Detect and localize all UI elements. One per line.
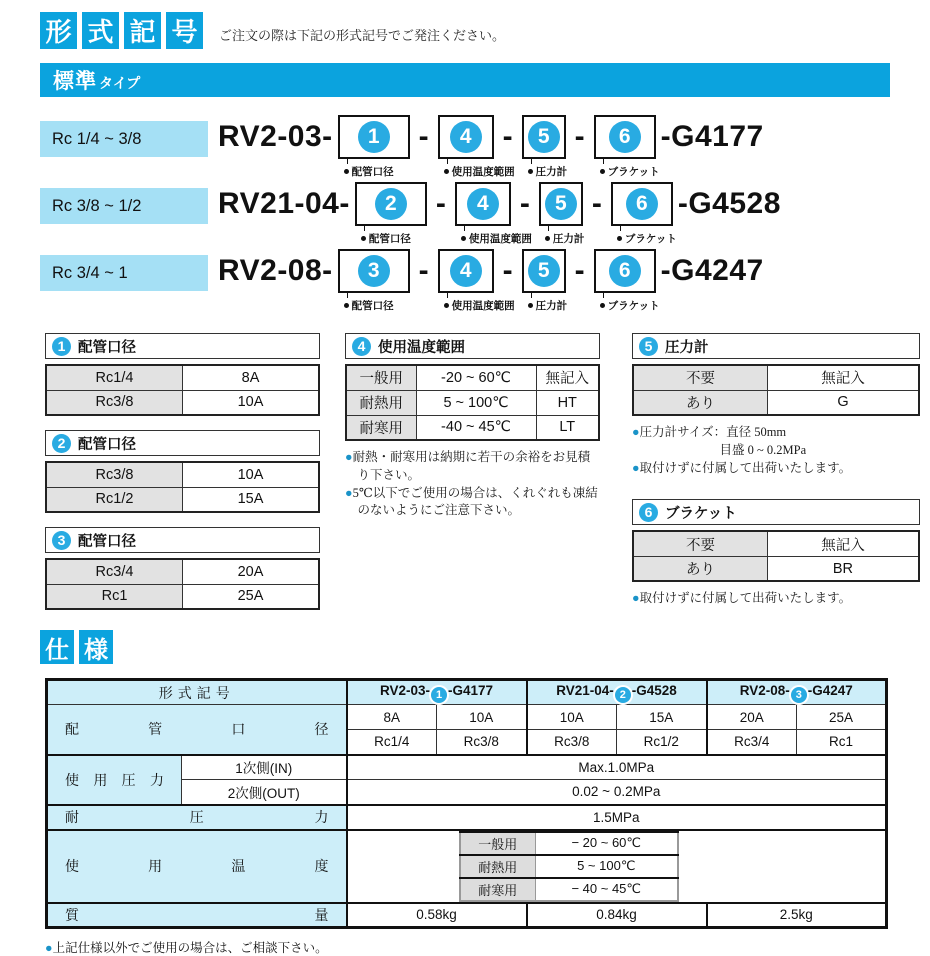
table-row xyxy=(633,390,919,415)
spec-cell: Rc1/4 xyxy=(347,730,437,755)
connector-dot-icon xyxy=(444,303,449,308)
spec-cell: Rc3/4 xyxy=(707,730,797,755)
box-label xyxy=(461,231,532,246)
code-prefix: RV2-03- xyxy=(218,120,333,153)
code-dash: - xyxy=(591,187,602,220)
table-cell: 25A xyxy=(183,584,320,609)
spec-model-2 xyxy=(527,680,707,705)
spec-mass-value: 0.58kg xyxy=(347,903,527,928)
pipe-range-label: Rc 3/4 ~ 1 xyxy=(40,255,208,291)
circled-number-icon: 6 xyxy=(639,503,658,522)
table-cell: 耐熱用 xyxy=(346,390,416,415)
connector-dot-icon xyxy=(361,236,366,241)
option-table-6-header xyxy=(632,499,920,525)
code-suffix: -G4177 xyxy=(660,120,764,153)
banner-main-text: 標準 xyxy=(53,70,97,93)
option-table-1 xyxy=(45,333,320,416)
option-table-6-body xyxy=(632,530,920,582)
box-label-text: 圧力計 xyxy=(552,233,585,245)
table-cell: G xyxy=(767,390,919,415)
option-table-4-notes xyxy=(345,449,600,520)
model-row-1 xyxy=(40,113,930,177)
box-label-text: 配管口径 xyxy=(351,166,394,178)
numbered-box xyxy=(338,249,410,293)
box-label xyxy=(545,231,585,246)
option-table-4-body xyxy=(345,364,600,441)
circled-number-icon: 5 xyxy=(528,255,560,287)
option-table-title: 圧力計 xyxy=(665,339,709,356)
circled-number-icon: 5 xyxy=(545,188,577,220)
option-table-1-header xyxy=(45,333,320,359)
spec-pipe-size-row xyxy=(47,705,887,730)
option-column-3 xyxy=(632,333,920,610)
box-label-text: 使用温度範囲 xyxy=(468,233,532,245)
code-suffix: -G4247 xyxy=(660,254,764,287)
spec-cell: 10A xyxy=(527,705,617,730)
model-row-2 xyxy=(40,180,930,244)
table-row xyxy=(633,531,919,556)
box-label-text: 使用温度範囲 xyxy=(451,166,515,178)
spec-model-1 xyxy=(347,680,527,705)
title-tile: 記 xyxy=(124,12,161,49)
connector-dot-icon xyxy=(600,303,605,308)
table-cell: − 20 ~ 60℃ xyxy=(536,832,678,855)
code-dash: - xyxy=(418,254,429,287)
option-table-2-body xyxy=(45,461,320,513)
table-row xyxy=(633,556,919,581)
option-box-bracket xyxy=(594,249,660,312)
table-cell: 8A xyxy=(183,365,320,390)
option-table-6-notes xyxy=(632,590,920,608)
spec-cell: Rc1/2 xyxy=(617,730,707,755)
model-code-text: -G4247 xyxy=(807,682,853,698)
title-tile: 式 xyxy=(82,12,119,49)
option-table-1-body xyxy=(45,364,320,416)
table-cell: LT xyxy=(536,415,599,440)
table-cell: Rc3/8 xyxy=(46,390,183,415)
spec-cell: 20A xyxy=(707,705,797,730)
model-code xyxy=(218,247,764,312)
connector-dot-icon xyxy=(545,236,550,241)
box-label xyxy=(528,164,568,179)
spec-cell: Rc3/8 xyxy=(437,730,527,755)
connector-dot-icon xyxy=(528,169,533,174)
table-cell: 10A xyxy=(183,462,320,487)
spec-pressure-out-value: 0.02 ~ 0.2MPa xyxy=(347,780,887,805)
code-dash: - xyxy=(435,187,446,220)
circled-number-icon: 3 xyxy=(791,687,807,703)
code-dash: - xyxy=(502,120,513,153)
circled-number-icon: 2 xyxy=(615,687,631,703)
code-suffix: -G4528 xyxy=(677,187,781,220)
spec-mass-label-text: 質量 xyxy=(65,906,329,923)
table-row xyxy=(460,878,678,901)
circled-number-icon: 4 xyxy=(450,121,482,153)
table-cell: 20A xyxy=(183,559,320,584)
circled-number-icon: 6 xyxy=(609,121,641,153)
spec-proof-value: 1.5MPa xyxy=(347,805,887,830)
circled-number-icon: 6 xyxy=(609,255,641,287)
circled-number-icon: 3 xyxy=(358,255,390,287)
spec-table xyxy=(45,678,888,929)
connector-dot-icon xyxy=(444,169,449,174)
numbered-box xyxy=(438,249,494,293)
note-line-continuation: 目盛 0 ~ 0.2MPa xyxy=(719,442,807,457)
order-instruction-text: ご注文の際は下記の形式記号でご発注ください。 xyxy=(219,28,506,43)
option-column-2 xyxy=(345,333,600,610)
option-box-pipe xyxy=(338,115,410,178)
table-row xyxy=(46,559,319,584)
spec-section-title xyxy=(40,630,930,664)
model-code-section xyxy=(40,113,930,311)
table-cell: Rc3/8 xyxy=(46,462,183,487)
note-line: ●耐熱・耐寒用は納期に若干の余裕をお見積り下さい。 xyxy=(345,450,591,482)
numbered-box xyxy=(355,182,427,226)
box-label xyxy=(600,164,660,179)
option-table-5 xyxy=(632,333,920,416)
section-header xyxy=(0,0,930,49)
table-cell: − 40 ~ 45℃ xyxy=(536,878,678,901)
table-row xyxy=(460,832,678,855)
table-row xyxy=(46,390,319,415)
spec-pressure-out-label: 2次側(OUT) xyxy=(182,780,347,805)
table-cell: Rc3/4 xyxy=(46,559,183,584)
spec-mass-row xyxy=(47,903,887,928)
spec-cell: 8A xyxy=(347,705,437,730)
box-label-text: 圧力計 xyxy=(535,166,568,178)
table-cell: 無記入 xyxy=(536,365,599,390)
connector-dot-icon xyxy=(344,303,349,308)
numbered-box xyxy=(611,182,673,226)
table-cell: 15A xyxy=(183,487,320,512)
spec-pipe-label-text: 配管口径 xyxy=(65,721,329,738)
numbered-box xyxy=(438,115,494,159)
option-table-title: ブラケット xyxy=(665,505,737,522)
option-box-pipe xyxy=(338,249,410,312)
table-cell: 5 ~ 100℃ xyxy=(536,855,678,878)
table-cell: -20 ~ 60℃ xyxy=(416,365,536,390)
circled-number-icon: 5 xyxy=(528,121,560,153)
spec-cell: Rc3/8 xyxy=(527,730,617,755)
spec-proof-pressure-row xyxy=(47,805,887,830)
model-row-3 xyxy=(40,247,930,311)
connector-dot-icon xyxy=(344,169,349,174)
spec-pressure-in-row xyxy=(47,755,887,780)
note-line: ●取付けずに付属して出荷いたします。 xyxy=(632,460,852,475)
code-dash: - xyxy=(574,254,585,287)
spec-footnote: ●上記仕様以外でご使用の場合は、ご相談下さい。 xyxy=(45,941,328,955)
numbered-box xyxy=(338,115,410,159)
spec-pressure-label-text: 使用圧力 xyxy=(65,771,164,788)
model-code-text: RV2-03- xyxy=(379,682,430,698)
standard-type-banner xyxy=(40,63,890,97)
numbered-box xyxy=(455,182,511,226)
table-row xyxy=(633,365,919,390)
option-box-gauge xyxy=(522,115,568,178)
numbered-box xyxy=(594,249,656,293)
circled-number-icon: 3 xyxy=(52,531,71,550)
table-row xyxy=(46,584,319,609)
table-cell: 不要 xyxy=(633,531,767,556)
model-code-text: -G4177 xyxy=(448,682,494,698)
circled-number-icon: 2 xyxy=(375,188,407,220)
spec-header-label xyxy=(47,680,347,705)
table-cell: 耐熱用 xyxy=(460,855,536,878)
option-table-title: 配管口径 xyxy=(78,339,136,356)
pipe-range-label: Rc 1/4 ~ 3/8 xyxy=(40,121,208,157)
connector-dot-icon xyxy=(461,236,466,241)
title-tile: 号 xyxy=(166,12,203,49)
code-dash: - xyxy=(502,254,513,287)
option-table-5-body xyxy=(632,364,920,416)
table-cell: 10A xyxy=(183,390,320,415)
circled-number-icon: 6 xyxy=(626,188,658,220)
temperature-mini-table xyxy=(459,831,679,902)
pipe-range-label: Rc 3/8 ~ 1/2 xyxy=(40,188,208,224)
box-label xyxy=(600,298,660,313)
table-cell: 一般用 xyxy=(460,832,536,855)
model-notation-title xyxy=(40,12,203,49)
model-code xyxy=(218,180,781,245)
box-label xyxy=(344,298,394,313)
circled-number-icon: 1 xyxy=(358,121,390,153)
box-label-text: 配管口径 xyxy=(368,233,411,245)
option-box-temp xyxy=(455,182,532,245)
box-label-text: ブラケット xyxy=(607,300,660,312)
spec-proof-label-text: 耐圧力 xyxy=(65,809,329,825)
table-cell: -40 ~ 45℃ xyxy=(416,415,536,440)
model-code-text: RV21-04- xyxy=(556,682,614,698)
option-table-4 xyxy=(345,333,600,441)
spec-model-3 xyxy=(707,680,887,705)
model-code-text: -G4528 xyxy=(631,682,677,698)
code-dash: - xyxy=(574,120,585,153)
option-table-2-header xyxy=(45,430,320,456)
table-row xyxy=(46,365,319,390)
connector-dot-icon xyxy=(528,303,533,308)
spec-temperature-row xyxy=(47,830,887,903)
table-row xyxy=(346,390,599,415)
option-box-bracket xyxy=(611,182,677,245)
table-cell: あり xyxy=(633,556,767,581)
table-cell: 無記入 xyxy=(767,531,919,556)
option-box-gauge xyxy=(539,182,585,245)
connector-dot-icon xyxy=(617,236,622,241)
spec-pressure-in-label: 1次側(IN) xyxy=(182,755,347,780)
option-box-pipe xyxy=(355,182,427,245)
box-label xyxy=(361,231,411,246)
table-row xyxy=(346,365,599,390)
box-label xyxy=(444,164,515,179)
spec-pipe-label xyxy=(47,705,347,755)
circled-number-icon: 2 xyxy=(52,434,71,453)
title-tile: 様 xyxy=(79,630,113,664)
option-table-title: 配管口径 xyxy=(78,436,136,453)
box-label xyxy=(444,298,515,313)
box-label-text: 圧力計 xyxy=(535,300,568,312)
table-row xyxy=(46,462,319,487)
model-code xyxy=(218,113,764,178)
option-table-title: 配管口径 xyxy=(78,533,136,550)
title-tile: 形 xyxy=(40,12,77,49)
spec-mass-label xyxy=(47,903,347,928)
circled-number-icon: 4 xyxy=(352,337,371,356)
spec-pressure-in-value: Max.1.0MPa xyxy=(347,755,887,780)
note-line: ●取付けずに付属して出荷いたします。 xyxy=(632,591,852,606)
table-cell: 一般用 xyxy=(346,365,416,390)
table-cell: 耐寒用 xyxy=(460,878,536,901)
option-table-6 xyxy=(632,499,920,582)
spec-proof-label xyxy=(47,805,347,830)
spec-header-row xyxy=(47,680,887,705)
option-table-2 xyxy=(45,430,320,513)
table-cell: 無記入 xyxy=(767,365,919,390)
code-prefix: RV21-04- xyxy=(218,187,350,220)
circled-number-icon: 1 xyxy=(431,687,447,703)
option-box-temp xyxy=(438,249,515,312)
numbered-box xyxy=(522,249,566,293)
option-table-title: 使用温度範囲 xyxy=(378,339,465,356)
box-label-text: 配管口径 xyxy=(351,300,394,312)
numbered-box xyxy=(522,115,566,159)
option-table-4-header xyxy=(345,333,600,359)
table-row xyxy=(460,855,678,878)
option-box-bracket xyxy=(594,115,660,178)
box-label-text: ブラケット xyxy=(607,166,660,178)
option-table-3-body xyxy=(45,558,320,610)
banner-sub-text: タイプ xyxy=(99,74,141,91)
note-line: ●5℃以下でご使用の場合は、くれぐれも凍結のないようにご注意下さい。 xyxy=(345,485,598,518)
box-label xyxy=(617,231,677,246)
option-table-5-header xyxy=(632,333,920,359)
model-code-text: RV2-08- xyxy=(739,682,790,698)
spec-mass-value: 0.84kg xyxy=(527,903,707,928)
note-line: ●圧力計サイズ：直径 50mm xyxy=(632,425,787,439)
spec-mass-value: 2.5kg xyxy=(707,903,887,928)
spec-temp-label-text: 使用温度 xyxy=(65,858,329,874)
option-box-temp xyxy=(438,115,515,178)
spec-cell: Rc1 xyxy=(797,730,887,755)
code-prefix: RV2-08- xyxy=(218,254,333,287)
table-cell: Rc1/4 xyxy=(46,365,183,390)
code-dash: - xyxy=(519,187,530,220)
table-cell: HT xyxy=(536,390,599,415)
table-cell: 耐寒用 xyxy=(346,415,416,440)
connector-dot-icon xyxy=(600,169,605,174)
circled-number-icon: 5 xyxy=(639,337,658,356)
table-cell: あり xyxy=(633,390,767,415)
box-label xyxy=(528,298,568,313)
circled-number-icon: 1 xyxy=(52,337,71,356)
spec-temp-label xyxy=(47,830,347,903)
table-row xyxy=(46,487,319,512)
title-tile: 仕 xyxy=(40,630,74,664)
box-label-text: 使用温度範囲 xyxy=(451,300,515,312)
box-label-text: ブラケット xyxy=(624,233,677,245)
table-cell: BR xyxy=(767,556,919,581)
table-cell: 5 ~ 100℃ xyxy=(416,390,536,415)
spec-pressure-label xyxy=(47,755,182,805)
code-dash: - xyxy=(418,120,429,153)
numbered-box xyxy=(539,182,583,226)
spec-cell: 10A xyxy=(437,705,527,730)
spec-cell: 15A xyxy=(617,705,707,730)
option-tables-section xyxy=(45,333,888,610)
numbered-box xyxy=(594,115,656,159)
table-cell: Rc1 xyxy=(46,584,183,609)
option-table-3-header xyxy=(45,527,320,553)
circled-number-icon: 4 xyxy=(450,255,482,287)
spec-temp-value-cell xyxy=(347,830,887,903)
circled-number-icon: 4 xyxy=(467,188,499,220)
table-cell: Rc1/2 xyxy=(46,487,183,512)
option-table-3 xyxy=(45,527,320,610)
box-label xyxy=(344,164,394,179)
option-box-gauge xyxy=(522,249,568,312)
spec-cell: 25A xyxy=(797,705,887,730)
table-cell: 不要 xyxy=(633,365,767,390)
option-column-1 xyxy=(45,333,320,610)
option-table-5-notes xyxy=(632,424,920,477)
table-row xyxy=(346,415,599,440)
spec-header-label-text: 形式記号 xyxy=(158,684,235,701)
